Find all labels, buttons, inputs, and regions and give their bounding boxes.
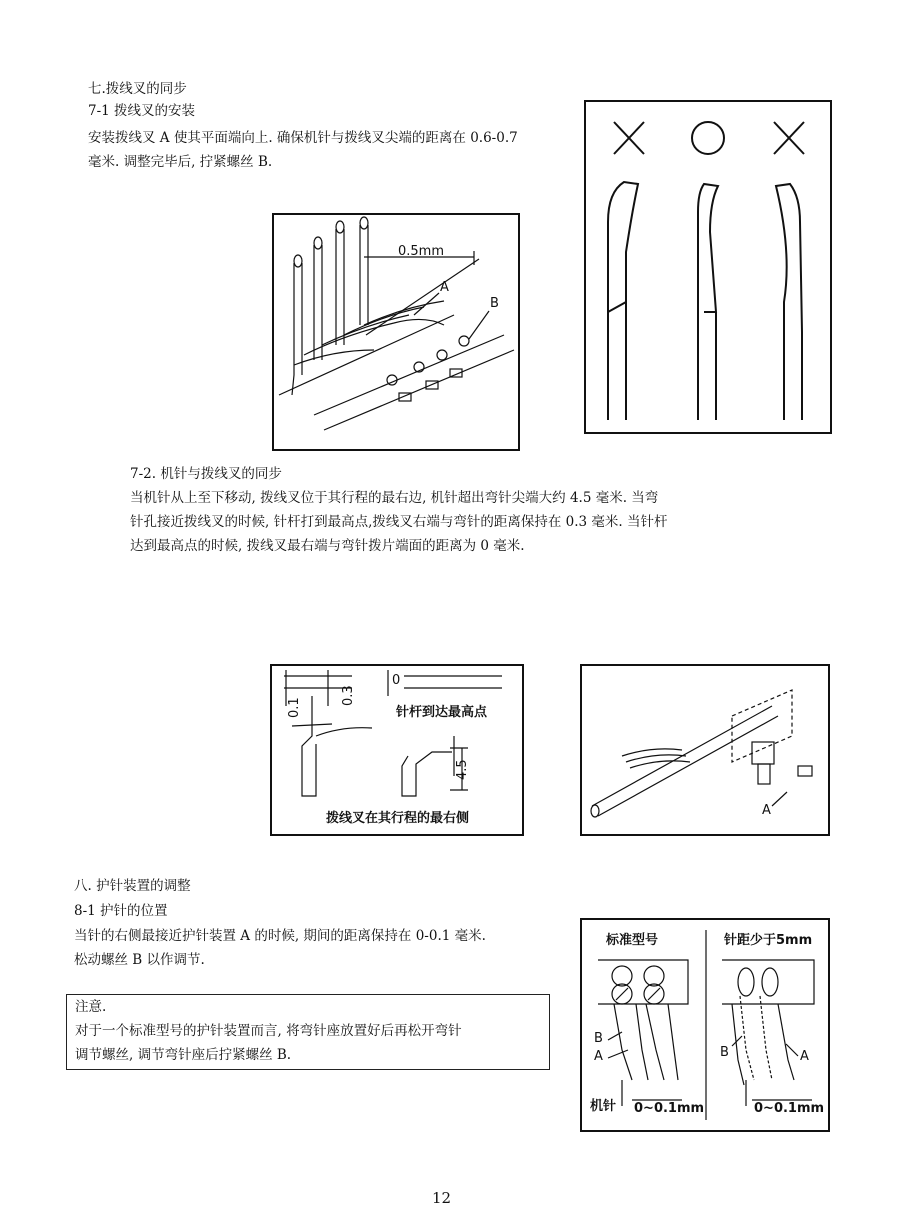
fig5-label-b-right: B: [720, 1045, 729, 1060]
paragraph-7-1-line2: 毫米. 调整完毕后, 拧紧螺丝 B.: [88, 154, 273, 170]
section-heading-8: 八. 护针装置的调整: [74, 878, 191, 894]
paragraph-7-2-line1: 当机针从上至下移动, 拨线叉位于其行程的最右边, 机针超出弯针尖端大约 4.5 毫米. 当弯: [130, 490, 659, 506]
fig5-label-a-left: A: [594, 1049, 603, 1064]
fig5-left-title: 标准型号: [606, 933, 659, 948]
paragraph-7-1-line1: 安装拨线叉 A 使其平面端向上. 确保机针与拨线叉尖端的距离在 0.6-0.7: [88, 130, 518, 146]
subheading-7-1: 7-1 拨线叉的安装: [88, 103, 196, 119]
fig3-dim-0-3: 0.3: [341, 685, 356, 706]
fig5-label-b-left: B: [594, 1031, 603, 1046]
fig3-caption-bottom: 拨线叉在其行程的最右侧: [326, 811, 470, 826]
note-box: [66, 994, 550, 1070]
subheading-8-1: 8-1 护针的位置: [74, 903, 168, 919]
figure-needle-guard: [580, 918, 830, 1132]
fig4-label-a: A: [762, 803, 771, 818]
subheading-7-2: 7-2. 机针与拨线叉的同步: [130, 466, 282, 482]
paragraph-7-2-line2: 针孔接近拨线叉的时候, 针杆打到最高点,拨线叉右端与弯针的距离保持在 0.3 毫米. 当针杆: [130, 514, 668, 530]
fig3-dim-4-5: 4.5: [455, 759, 470, 780]
fig5-right-title: 针距少于5mm: [724, 933, 813, 948]
note-line1: 对于一个标准型号的护针装置而言, 将弯针座放置好后再松开弯针: [75, 1023, 462, 1039]
figure-looper-shape-comparison: [584, 100, 832, 434]
paragraph-7-2-line3: 达到最高点的时候, 拨线叉最右端与弯针拨片端面的距离为 0 毫米.: [130, 538, 525, 554]
fig3-dim-0-1: 0.1: [287, 697, 302, 718]
figure-looper-installation: [272, 213, 520, 451]
paragraph-8-1-line1: 当针的右侧最接近护针装置 A 的时候, 期间的距离保持在 0-0.1 毫米.: [74, 928, 486, 944]
shaft-assembly-drawing: [582, 666, 832, 838]
paragraph-8-1-line2: 松动螺丝 B 以作调节.: [74, 952, 205, 968]
fig5-range-right: 0~0.1mm: [754, 1101, 825, 1116]
figure-shaft-assembly: [580, 664, 830, 836]
fig5-label-a-right: A: [800, 1049, 809, 1064]
fig5-range-left: 0~0.1mm: [634, 1101, 705, 1116]
looper-shape-drawing: [586, 102, 834, 436]
fig3-dim-0: 0: [392, 673, 401, 688]
timing-drawing: [272, 666, 526, 838]
fig1-label-b: B: [490, 296, 499, 311]
fig1-dimension: 0.5mm: [398, 244, 445, 259]
fig1-label-a: A: [440, 280, 449, 295]
figure-needle-looper-timing: [270, 664, 524, 836]
section-heading-7: 七.拨线叉的同步: [88, 81, 187, 97]
needle-guard-drawing: [582, 920, 832, 1134]
note-title: 注意.: [75, 999, 107, 1015]
fig3-caption-top: 针杆到达最高点: [396, 705, 488, 720]
looper-installation-drawing: [274, 215, 522, 453]
note-line2: 调节螺丝, 调节弯针座后拧紧螺丝 B.: [75, 1047, 292, 1063]
fig5-needle-label: 机针: [590, 1099, 617, 1114]
page-number: 12: [432, 1189, 452, 1207]
